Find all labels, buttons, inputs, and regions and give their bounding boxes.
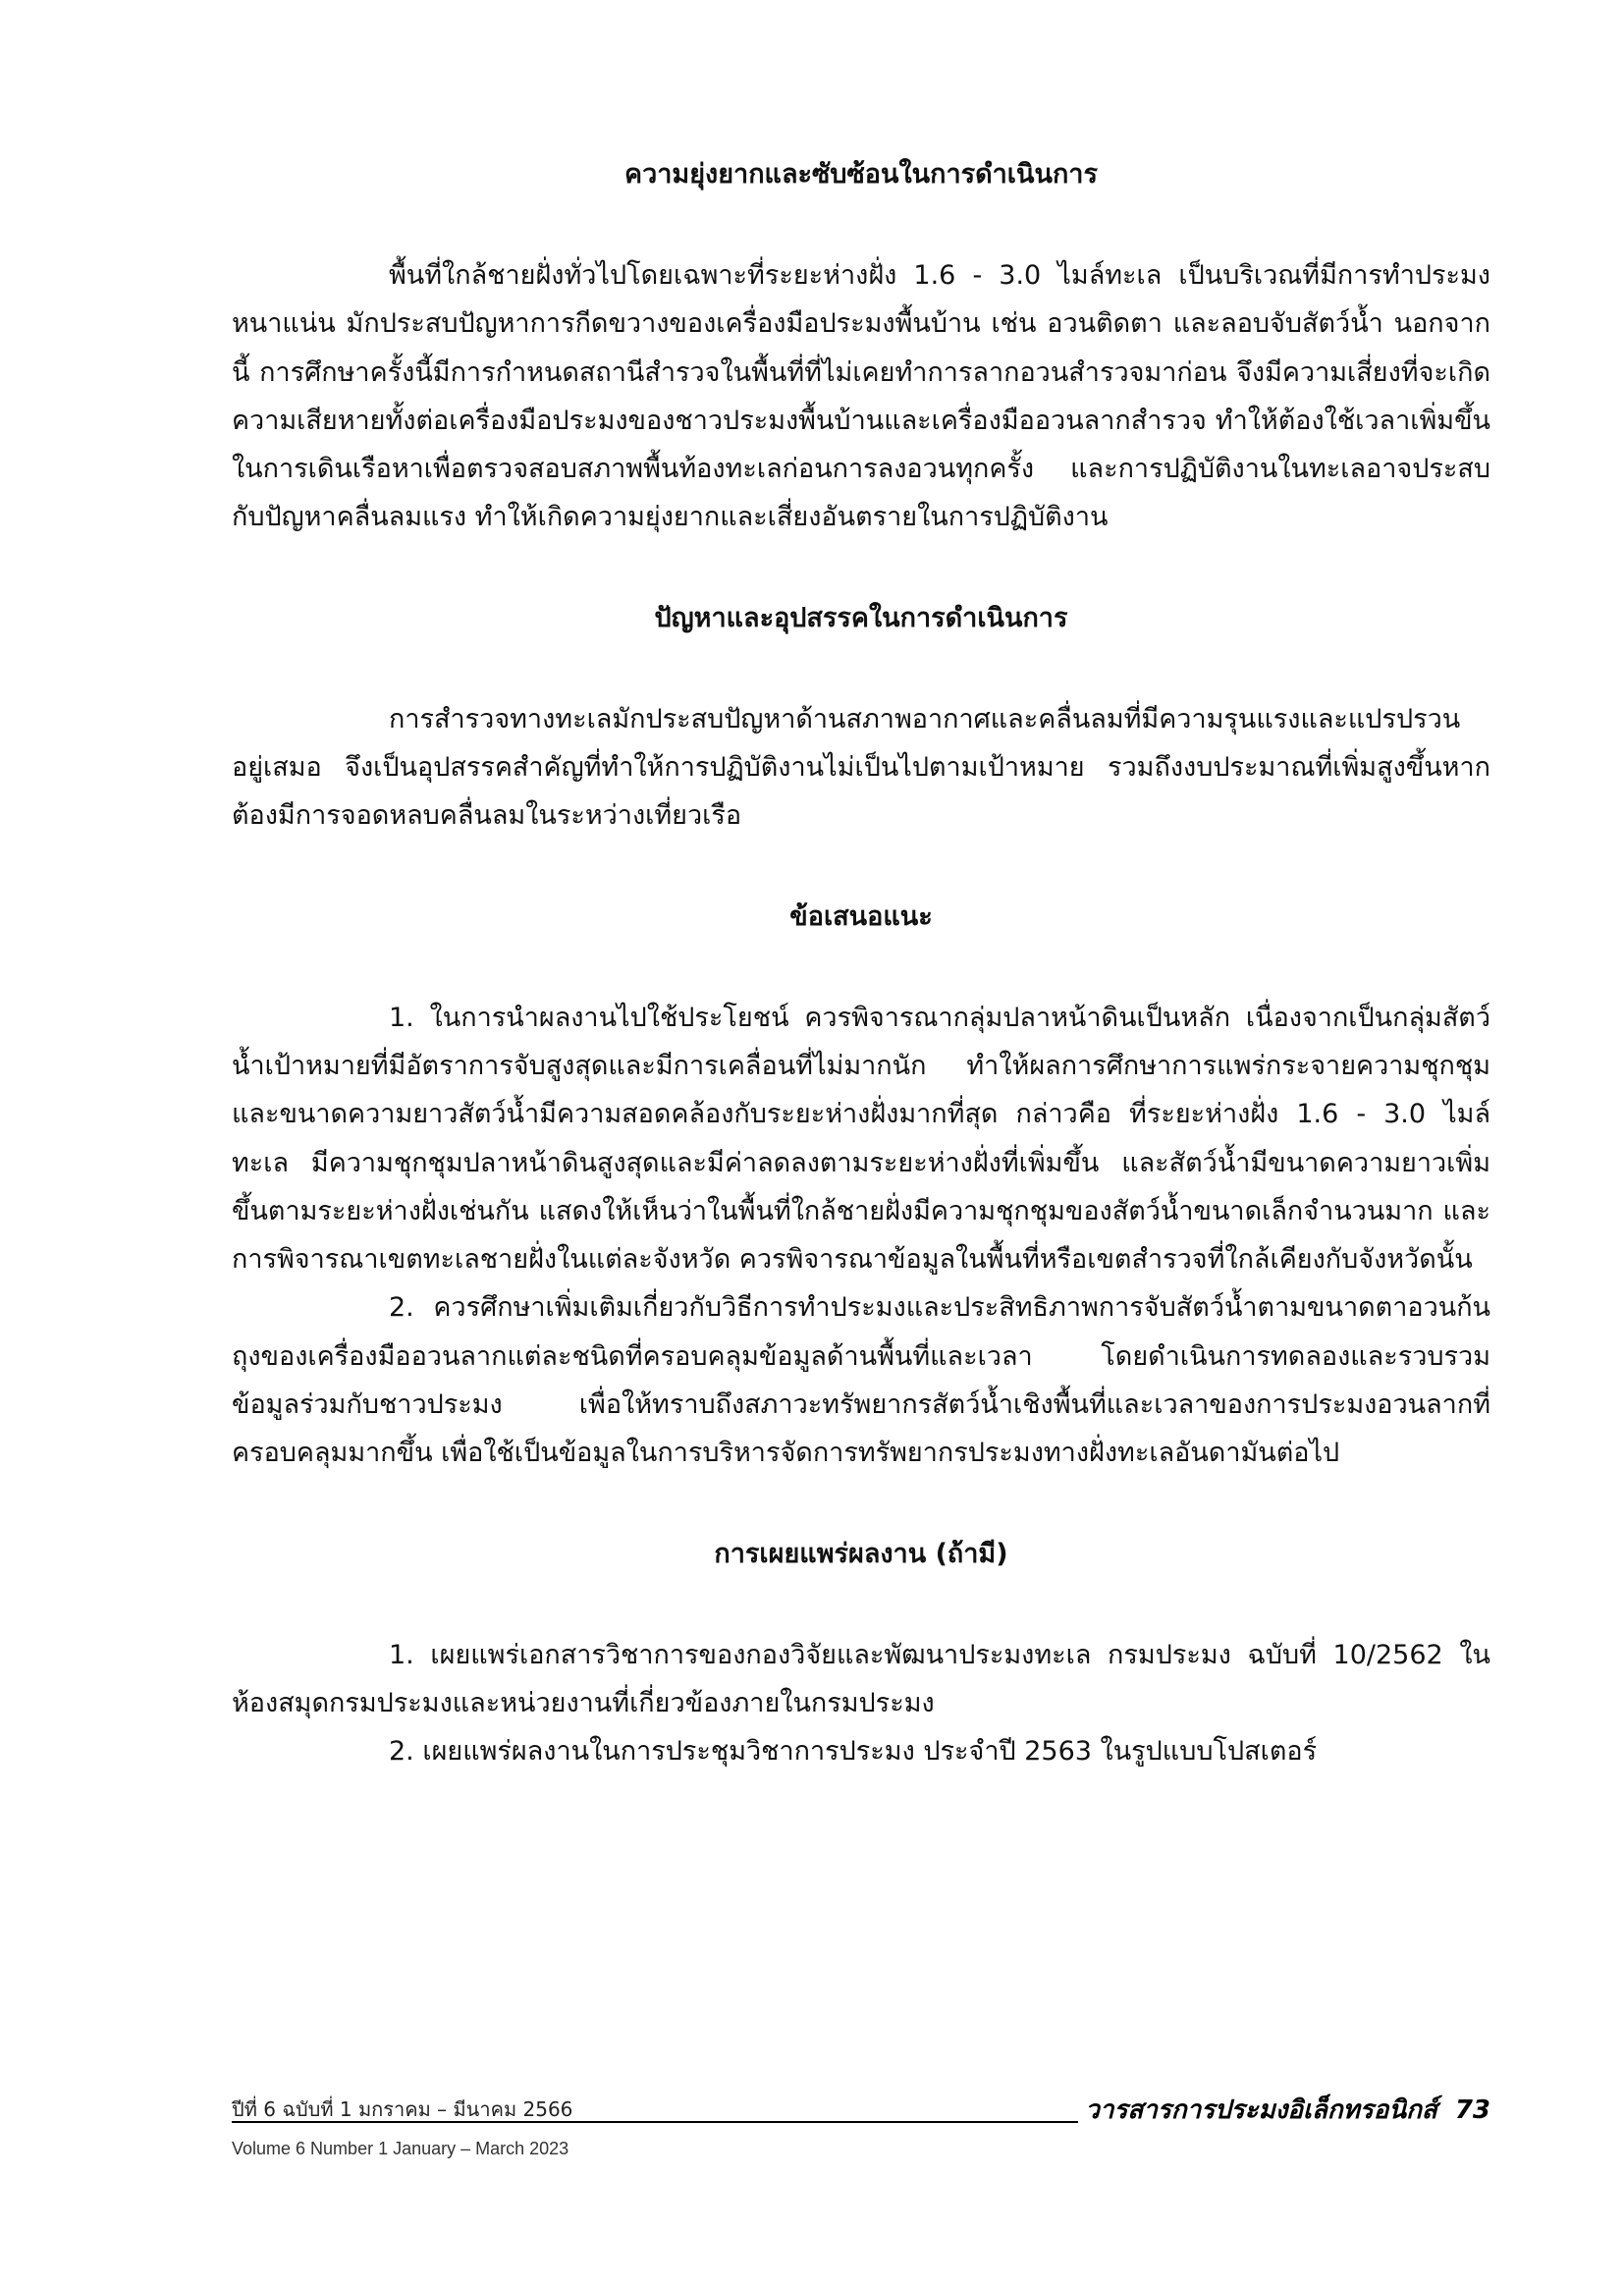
paragraph-problems: การสำรวจทางทะเลมักประสบปัญหาด้านสภาพอากาศและคลื่นลมที่มีความรุนแรงและแปรปรวนอยู่เสมอ จึงเป็นอุปสรรคสำคัญที่ทำให้การปฏิบัติงานไม่เป็นไปตามเป้าหมาย รวมถึงงบประมาณที่เพิ่มสูงขึ้นหากต้องมีการจอดหลบคลื่นลมในระหว่างเที่ยวเรือ <box>232 703 1490 832</box>
section-heading-complexity: ความยุ่งยากและซับซ้อนในการดำเนินการ <box>624 159 1098 190</box>
footer-issue-thai: ปีที่ 6 ฉบับที่ 1 มกราคม – มีนาคม 2566 <box>232 2097 573 2121</box>
section-heading-problems: ปัญหาและอุปสรรคในการดำเนินการ <box>654 602 1068 633</box>
footer-divider <box>232 2121 1078 2123</box>
footer-issue-english: Volume 6 Number 1 January – March 2023 <box>232 2139 569 2158</box>
recommendation-item-1: 1. ในการนำผลงานไปใช้ประโยชน์ ควรพิจารณากลุ่มปลาหน้าดินเป็นหลัก เนื่องจากเป็นกลุ่มสัตว์น้ำเป้าหมายที่มีอัตราการจับสูงสุดและมีการเคลื่อนที่ไม่มากนัก ทำให้ผลการศึกษาการแพร่กระจายความชุกชุมและขนาดความยาวสัตว์น้ำมีความสอดคล้องกับระยะห่างฝั่งมากที่สุด กล่าวคือ ที่ระยะห่างฝั่ง 1.6 - 3.0 ไมล์ทะเล มีความชุกชุมปลาหน้าดินสูงสุดและมีค่าลดลงตามระยะห่างฝั่งที่เพิ่มขึ้น และสัตว์น้ำมีขนาดความยาวเพิ่มขึ้นตามระยะห่างฝั่งเช่นกัน แสดงให้เห็นว่าในพื้นที่ใกล้ชายฝั่งมีความชุกชุมของสัตว์น้ำขนาดเล็กจำนวนมาก และการพิจารณาเขตทะเลชายฝั่งในแต่ละจังหวัด ควรพิจารณาข้อมูลในพื้นที่หรือเขตสำรวจที่ใกล้เคียงกับจังหวัดนั้น <box>232 1002 1490 1276</box>
page-footer <box>232 2090 1490 2159</box>
paragraph-complexity: พื้นที่ใกล้ชายฝั่งทั่วไปโดยเฉพาะที่ระยะห่างฝั่ง 1.6 - 3.0 ไมล์ทะเล เป็นบริเวณที่มีการทำประมงหนาแน่น มักประสบปัญหาการกีดขวางของเครื่องมือประมงพื้นบ้าน เช่น อวนติดตา และลอบจับสัตว์น้ำ นอกจากนี้ การศึกษาครั้งนี้มีการกำหนดสถานีสำรวจในพื้นที่ที่ไม่เคยทำการลากอวนสำรวจมาก่อน จึงมีความเสี่ยงที่จะเกิดความเสียหายทั้งต่อเครื่องมือประมงของชาวประมงพื้นบ้านและเครื่องมืออวนลากสำรวจ ทำให้ต้องใช้เวลาเพิ่มขึ้นในการเดินเรือหาเพื่อตรวจสอบสภาพพื้นท้องทะเลก่อนการลงอวนทุกครั้ง และการปฏิบัติงานในทะเลอาจประสบกับปัญหาคลื่นลมแรง ทำให้เกิดความยุ่งยากและเสี่ยงอันตรายในการปฏิบัติงาน <box>232 260 1490 533</box>
section-heading-recommendations: ข้อเสนอแนะ <box>789 900 933 932</box>
journal-name: วารสารการประมงอิเล็กทรอนิกส์ <box>1085 2096 1437 2125</box>
dissemination-item-2: 2. เผยแพร่ผลงานในการประชุมวิชาการประมง ประจำปี 2563 ในรูปแบบโปสเตอร์ <box>389 1736 1318 1768</box>
page-number: 73 <box>1454 2096 1490 2125</box>
dissemination-item-1: 1. เผยแพร่เอกสารวิชาการของกองวิจัยและพัฒนาประมงทะเล กรมประมง ฉบับที่ 10/2562 ในห้องสมุดกรมประมงและหน่วยงานที่เกี่ยวข้องภายในกรมประมง <box>232 1639 1490 1718</box>
section-heading-dissemination: การเผยแพร่ผลงาน (ถ้ามี) <box>714 1538 1008 1569</box>
recommendation-item-2: 2. ควรศึกษาเพิ่มเติมเกี่ยวกับวิธีการทำประมงและประสิทธิภาพการจับสัตว์น้ำตามขนาดตาอวนก้นถุงของเครื่องมืออวนลากแต่ละชนิดที่ครอบคลุมข้อมูลด้านพื้นที่และเวลา โดยดำเนินการทดลองและรวบรวมข้อมูลร่วมกับชาวประมง เพื่อให้ทราบถึงสภาวะทรัพยากรสัตว์น้ำเชิงพื้นที่และเวลาของการประมงอวนลากที่ครอบคลุมมากขึ้น เพื่อใช้เป็นข้อมูลในการบริหารจัดการทรัพยากรประมงทางฝั่งทะเลอันดามันต่อไป <box>232 1292 1490 1469</box>
footer-journal-title <box>1085 2090 1490 2130</box>
document-body <box>232 147 1490 1776</box>
